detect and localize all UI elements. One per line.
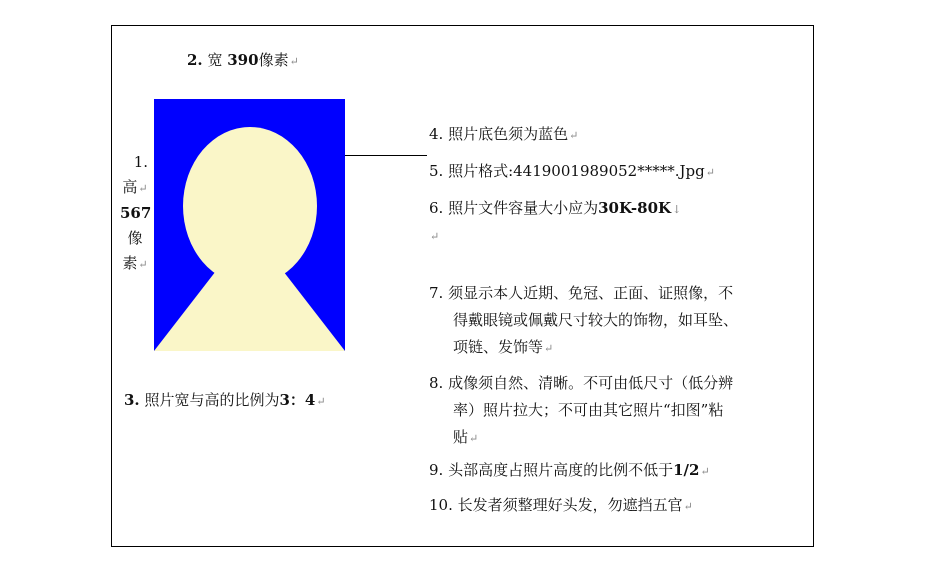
connector-line [345,155,427,156]
height-label: 1. 高↵ 567 像 素↵ [120,153,152,272]
requirement-7: 7. 须显示本人近期、免冠、正面、证照像，不 得戴眼镜或佩戴尺寸较大的饰物，如耳坠、 项链、发饰等↵ [429,284,739,356]
requirement-10: 10. 长发者须整理好头发，勿遮挡五官↵ [429,496,693,514]
requirement-4: 4. 照片底色须为蓝色↵ [429,125,579,143]
requirement-6: 6. 照片文件容量大小应为30K-80K↓ [429,199,682,217]
head-silhouette [183,127,317,285]
id-photo-sample [154,99,345,351]
width-label: 2. 宽 390像素↵ [187,51,299,69]
requirement-8: 8. 成像须自然、清晰。不可由低尺寸（低分辨 率）照片拉大；不可由其它照片“扣图”粘 贴↵ [429,374,734,446]
empty-paragraph: ↵ [430,230,440,243]
requirement-9: 9. 头部高度占照片高度的比例不低于1/2↵ [429,461,710,479]
requirement-5: 5. 照片格式:4419001989052*****.Jpg↵ [429,162,715,180]
ratio-label: 3. 照片宽与高的比例为3：4↵ [124,391,326,409]
